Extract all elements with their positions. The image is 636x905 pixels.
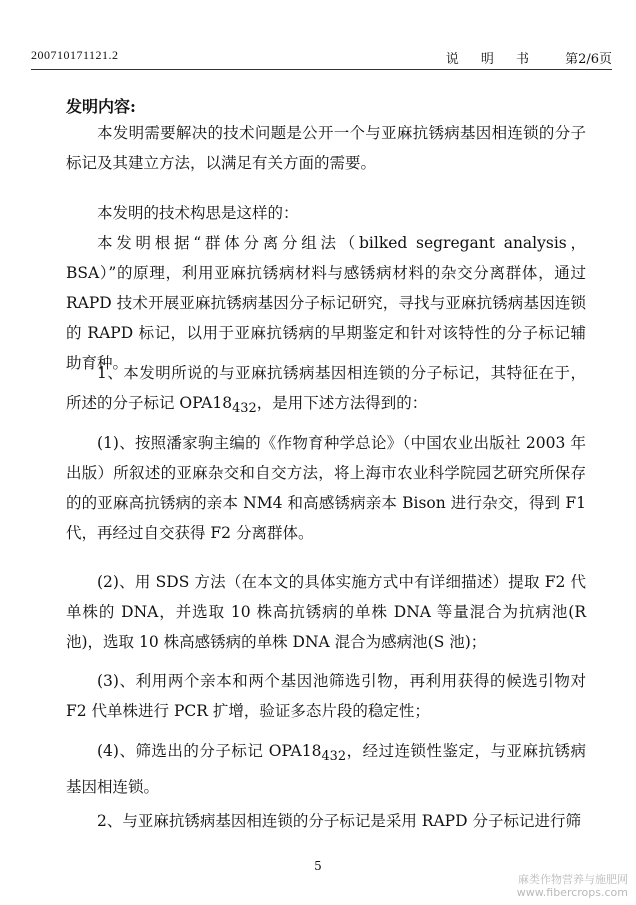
document-number: 200710171121.2 [31, 48, 119, 62]
watermark-url: www.fibercrops.com [516, 886, 628, 899]
paragraph-technical-problem: 本发明需要解决的技术问题是公开一个与亚麻抗锈病基因相连锁的分子标记及其建立方法，以满足有关方面的需要。 [66, 124, 586, 172]
step-4-text-a: (4)、筛选出的分子标记 OPA18 [97, 742, 322, 760]
claim-1-text-b: ，是用下述方法得到的： [256, 394, 428, 412]
page-indicator: 第2/6页 [565, 52, 612, 67]
page-header [31, 48, 612, 68]
site-watermark [517, 873, 628, 899]
claim-1-text-a: 1、本发明所说的与亚麻抗锈病基因相连锁的分子标记，其特征在于，所述的分子标记 OPA18 [66, 364, 586, 412]
paragraph-concept-intro: 本发明的技术构思是这样的： [97, 204, 299, 222]
paragraph-step-2: (2)、用 SDS 方法（在本文的具体实施方式中有详细描述）提取 F2 代单株的 DNA，并选取 10 株高抗锈病的单株 DNA 等量混合为抗病池(R 池)，选取 10 株高感锈病的单株 DNA 混合为感病池(S 池)； [66, 573, 586, 651]
paragraph-step-4 [66, 736, 586, 802]
step-4-text-b: ，经过连锁性鉴定，与亚麻抗锈病基因相连锁。 [66, 742, 586, 797]
page-number: 5 [314, 859, 322, 873]
claim-1-subscript: 432 [232, 401, 257, 417]
paragraph-bsa-principle: 本发明根据“群体分离分组法（bilked segregant analysis，BSA）”的原理，利用亚麻抗锈病材料与感锈病材料的杂交分离群体，通过 RAPD 技术开展亚麻抗锈病基因分子标记研究，寻找与亚麻抗锈病基因连锁的 RAPD 标记，以用于亚麻抗锈病的早期鉴定和针对该特性的分子标记辅助育种。 [66, 234, 586, 372]
paragraph-step-3: (3)、利用两个亲本和两个基因池筛选引物，再利用获得的候选引物对 F2 代单株进行 PCR 扩增，验证多态片段的稳定性； [66, 672, 586, 720]
header-divider [31, 69, 612, 70]
paragraph-claim-1 [66, 358, 586, 424]
document-type-label: 说 明 书 [445, 52, 538, 67]
step-4-subscript: 432 [321, 749, 347, 765]
paragraph-claim-2: 2、与亚麻抗锈病基因相连锁的分子标记是采用 RAPD 分子标记进行筛 [97, 812, 581, 830]
section-title: 发明内容: [66, 97, 136, 116]
watermark-site-name: 麻类作物营养与施肥网 [518, 873, 628, 886]
paragraph-step-1: (1)、按照潘家驹主编的《作物育种学总论》（中国农业出版社 2003 年出版）所叙述的亚麻杂交和自交方法，将上海市农业科学院园艺研究所保存的的亚麻高抗锈病的亲本 NM4 和高感锈病亲本 Bison 进行杂交，得到 F1 代，再经过自交获得 F2 分离群体。 [66, 434, 586, 542]
